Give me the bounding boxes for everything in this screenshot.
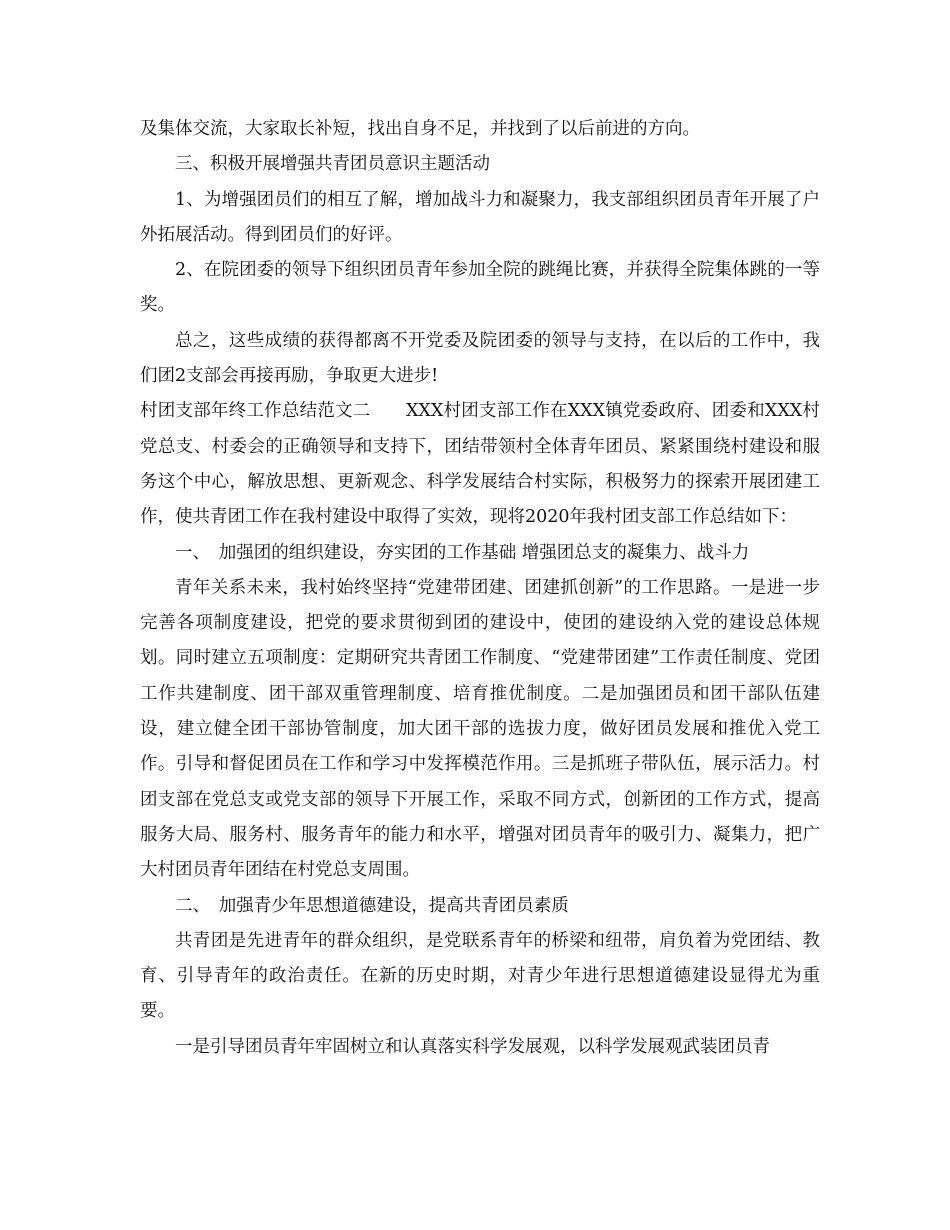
section-heading: 二、 加强青少年思想道德建设，提高共青团员素质	[175, 895, 569, 916]
section-heading: 一、 加强团的组织建设，夯实团的工作基础 增强团总支的凝集力、战斗力	[175, 542, 750, 563]
section-heading: 三、积极开展增强共青团员意识主题活动	[175, 154, 490, 175]
paragraph: 2、在院团委的领导下组织团员青年参加全院的跳绳比赛，并获得全院集体跳的一等奖。	[140, 260, 820, 316]
paragraph: 共青团是先进青年的群众组织，是党联系青年的桥梁和纽带，肩负着为党团结、教育、引导青年的政治责任。在新的历史时期，对青少年进行思想道德建设显得尤为重要。	[140, 930, 820, 1022]
paragraph: 总之，这些成绩的获得都离不开党委及院团委的领导与支持，在以后的工作中，我们团2支部会再接再励，争取更大进步!	[140, 330, 820, 387]
paragraph: 及集体交流，大家取长补短，找出自身不足，并找到了以后前进的方向。	[140, 119, 700, 139]
paragraph: 1、为增强团员们的相互了解，增加战斗力和凝聚力，我支部组织团员青年开展了户外拓展活动。得到团员们的好评。	[140, 189, 820, 245]
paragraph: 一是引导团员青年牢固树立和认真落实科学发展观，以科学发展观武装团员青	[175, 1036, 770, 1057]
paragraph: 村团支部年终工作总结范文二 XXX村团支部工作在XXX镇党委政府、团委和XXX村党总支、村委会的正确领导和支持下，团结带领村全体青年团员、紧紧围绕村建设和服务这个中心，解放思想、更新观念、科学发展结合村实际，积极努力的探索开展团建工作，使共青团工作在我村建设中取得了实效，现将2020年我村团支部工作总结如下：	[140, 401, 820, 528]
document-body	[140, 112, 820, 1065]
paragraph: 青年关系未来，我村始终坚持“党建带团建、团建抓创新”的工作思路。一是进一步完善各项制度建设，把党的要求贯彻到团的建设中，使团的建设纳入党的建设总体规划。同时建立五项制度：定期研究共青团工作制度、“党建带团建”工作责任制度、党团工作共建制度、团干部双重管理制度、培育推优制度。二是加强团员和团干部队伍建设，建立健全团干部协管制度，加大团干部的选拔力度，做好团员发展和推优入党工作。引导和督促团员在工作和学习中发挥模范作用。三是抓班子带队伍，展示活力。村团支部在党总支或党支部的领导下开展工作，采取不同方式，创新团的工作方式，提高服务大局、服务村、服务青年的能力和水平，增强对团员青年的吸引力、凝集力，把广大村团员青年团结在村党总支周围。	[140, 577, 820, 881]
